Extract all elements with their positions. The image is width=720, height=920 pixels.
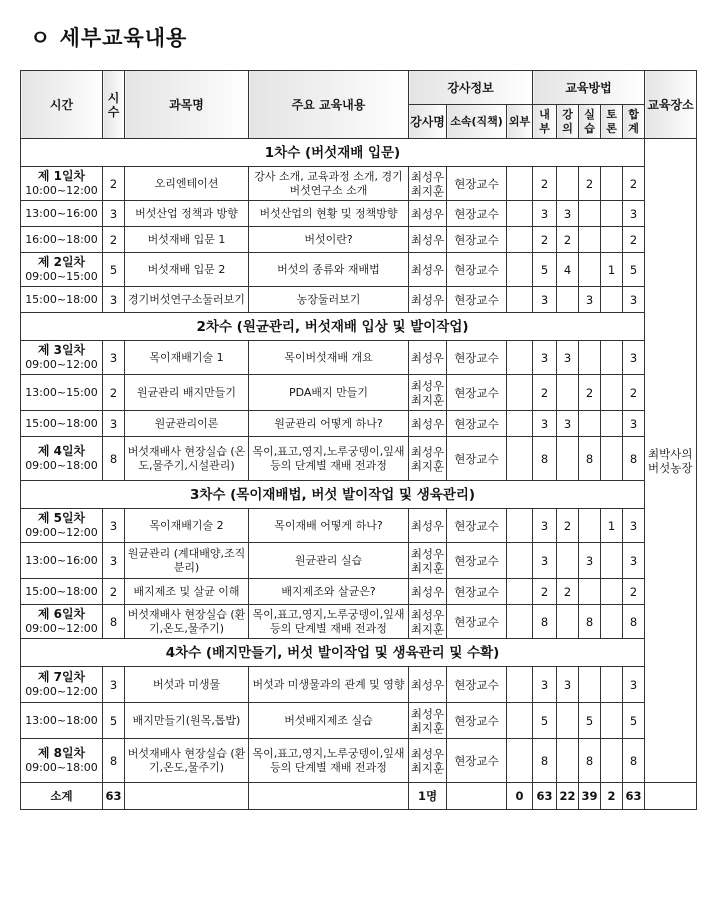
cell-practice (579, 201, 601, 227)
time-range: 15:00~18:00 (25, 585, 98, 598)
venue-cell: 최박사의 버섯농장 (645, 139, 697, 783)
cell-lecture (557, 375, 579, 411)
cell-external (507, 437, 533, 481)
section-row (21, 639, 697, 667)
cell-content: 목이재배 어떻게 하나? (249, 509, 409, 543)
cell-practice (579, 411, 601, 437)
cell-internal: 3 (533, 341, 557, 375)
time-range: 10:00~12:00 (25, 184, 98, 197)
cell-content: 강사 소개, 교육과정 소개, 경기버섯연구소 소개 (249, 167, 409, 201)
cell-subject: 버섯재배사 현장실습 (온도,물주기,시설관리) (125, 437, 249, 481)
table-row (21, 605, 697, 639)
cell-total: 3 (623, 509, 645, 543)
cell-internal: 3 (533, 411, 557, 437)
section-title: ㅇ 세부교육내용 (30, 26, 188, 50)
cell-hours: 5 (103, 253, 125, 287)
cell-practice: 8 (579, 605, 601, 639)
cell-practice: 2 (579, 167, 601, 201)
cell-external (507, 703, 533, 739)
cell-hours: 8 (103, 605, 125, 639)
time-range: 13:00~16:00 (25, 207, 98, 220)
cell-practice: 8 (579, 437, 601, 481)
section-header: 1차수 (버섯재배 입문) (21, 139, 645, 167)
table-row (21, 375, 697, 411)
cell-instructor: 최성우 (409, 227, 447, 253)
cell-subject: 버섯재배 입문 2 (125, 253, 249, 287)
time-cell (21, 509, 103, 543)
cell-affiliation: 현장교수 (447, 579, 507, 605)
table-row (21, 703, 697, 739)
cell-instructor: 최성우 최지훈 (409, 703, 447, 739)
section-header: 2차수 (원균관리, 버섯재배 입상 및 발이작업) (21, 313, 645, 341)
cell-affiliation: 현장교수 (447, 605, 507, 639)
header-affiliation: 소속(직책) (447, 105, 507, 139)
cell-subject: 버섯과 미생물 (125, 667, 249, 703)
header-internal: 내부 (533, 105, 557, 139)
cell-external (507, 509, 533, 543)
cell-internal: 2 (533, 375, 557, 411)
cell-lecture: 3 (557, 341, 579, 375)
cell-discussion (601, 341, 623, 375)
cell-subject: 배지만들기(원목,톱밥) (125, 703, 249, 739)
cell-total: 2 (623, 579, 645, 605)
cell-internal: 2 (533, 167, 557, 201)
table-row (21, 167, 697, 201)
cell-discussion: 1 (601, 253, 623, 287)
cell-total: 3 (623, 287, 645, 313)
cell-practice (579, 253, 601, 287)
header-total: 합계 (623, 105, 645, 139)
time-cell (21, 667, 103, 703)
time-range: 15:00~18:00 (25, 293, 98, 306)
cell-subject: 배지제조 및 살균 이해 (125, 579, 249, 605)
cell-total: 2 (623, 227, 645, 253)
cell-content: 버섯배지제조 실습 (249, 703, 409, 739)
cell-hours: 8 (103, 739, 125, 783)
cell-lecture: 4 (557, 253, 579, 287)
cell-discussion (601, 287, 623, 313)
time-cell (21, 739, 103, 783)
time-cell (21, 703, 103, 739)
table-row (21, 667, 697, 703)
time-range: 09:00~12:00 (25, 526, 98, 539)
cell-practice (579, 667, 601, 703)
cell-affiliation: 현장교수 (447, 703, 507, 739)
cell-discussion (601, 227, 623, 253)
cell-internal: 5 (533, 703, 557, 739)
header-discussion: 토론 (601, 105, 623, 139)
cell-subject: 버섯재배 입문 1 (125, 227, 249, 253)
total-label: 소계 (21, 783, 103, 810)
cell-lecture (557, 543, 579, 579)
cell-external (507, 579, 533, 605)
header-subject: 과목명 (125, 71, 249, 139)
cell-hours: 2 (103, 227, 125, 253)
curriculum-table (20, 70, 697, 810)
section-row (21, 313, 697, 341)
table-row (21, 739, 697, 783)
cell-practice (579, 341, 601, 375)
cell-external (507, 167, 533, 201)
cell-subject: 원균관리 배지만들기 (125, 375, 249, 411)
cell-discussion: 1 (601, 509, 623, 543)
time-cell (21, 341, 103, 375)
total-empty (125, 783, 249, 810)
cell-discussion (601, 543, 623, 579)
total-empty (447, 783, 507, 810)
cell-instructor: 최성우 (409, 341, 447, 375)
header-content: 주요 교육내용 (249, 71, 409, 139)
cell-affiliation: 현장교수 (447, 667, 507, 703)
cell-instructor: 최성우 최지훈 (409, 375, 447, 411)
cell-content: 목이,표고,영지,노루궁뎅이,잎새 등의 단계별 재배 전과정 (249, 437, 409, 481)
time-range: 13:00~16:00 (25, 554, 98, 567)
table-body (21, 139, 697, 810)
time-cell (21, 227, 103, 253)
cell-practice: 2 (579, 375, 601, 411)
day-label: 제 5일차 (37, 511, 86, 525)
cell-subject: 원균관리이론 (125, 411, 249, 437)
cell-external (507, 605, 533, 639)
cell-subject: 버섯재배사 현장실습 (환기,온도,물주기) (125, 739, 249, 783)
cell-instructor: 최성우 (409, 509, 447, 543)
cell-external (507, 739, 533, 783)
header-time: 시간 (21, 71, 103, 139)
cell-content: 버섯산업의 현황 및 정책방향 (249, 201, 409, 227)
total-external: 0 (507, 783, 533, 810)
cell-affiliation: 현장교수 (447, 253, 507, 287)
header-external: 외부 (507, 105, 533, 139)
cell-internal: 2 (533, 579, 557, 605)
cell-subject: 원균관리 (계대배양,조직분리) (125, 543, 249, 579)
cell-content: 원균관리 어떻게 하나? (249, 411, 409, 437)
cell-content: 원균관리 실습 (249, 543, 409, 579)
time-range: 09:00~18:00 (25, 761, 98, 774)
total-practice: 39 (579, 783, 601, 810)
cell-total: 8 (623, 739, 645, 783)
day-label: 제 4일차 (37, 444, 86, 458)
cell-affiliation: 현장교수 (447, 227, 507, 253)
total-hours: 63 (103, 783, 125, 810)
cell-total: 8 (623, 437, 645, 481)
cell-total: 3 (623, 341, 645, 375)
total-internal: 63 (533, 783, 557, 810)
cell-lecture: 2 (557, 227, 579, 253)
time-range: 09:00~12:00 (25, 685, 98, 698)
time-range: 09:00~12:00 (25, 622, 98, 635)
table-row (21, 437, 697, 481)
cell-discussion (601, 667, 623, 703)
cell-lecture (557, 167, 579, 201)
cell-instructor: 최성우 최지훈 (409, 437, 447, 481)
cell-lecture (557, 287, 579, 313)
cell-content: 목이버섯재배 개요 (249, 341, 409, 375)
cell-internal: 2 (533, 227, 557, 253)
cell-discussion (601, 167, 623, 201)
cell-discussion (601, 579, 623, 605)
total-empty (249, 783, 409, 810)
header-instructor-info: 강사정보 (409, 71, 533, 105)
cell-affiliation: 현장교수 (447, 341, 507, 375)
cell-instructor: 최성우 (409, 667, 447, 703)
cell-lecture: 2 (557, 579, 579, 605)
cell-discussion (601, 703, 623, 739)
cell-instructor: 최성우 최지훈 (409, 167, 447, 201)
total-instructor: 1명 (409, 783, 447, 810)
cell-hours: 5 (103, 703, 125, 739)
day-label: 제 8일차 (37, 746, 86, 760)
header-practice: 실습 (579, 105, 601, 139)
cell-discussion (601, 411, 623, 437)
time-cell (21, 201, 103, 227)
time-cell (21, 605, 103, 639)
cell-internal: 5 (533, 253, 557, 287)
cell-content: 배지제조와 살균은? (249, 579, 409, 605)
day-label: 제 6일차 (37, 607, 86, 621)
total-empty (645, 783, 697, 810)
time-range: 15:00~18:00 (25, 417, 98, 430)
cell-hours: 2 (103, 375, 125, 411)
cell-content: 목이,표고,영지,노루궁뎅이,잎새 등의 단계별 재배 전과정 (249, 605, 409, 639)
cell-subject: 목이재배기술 2 (125, 509, 249, 543)
cell-discussion (601, 375, 623, 411)
section-header: 4차수 (배지만들기, 버섯 발이작업 및 생육관리 및 수확) (21, 639, 645, 667)
header-lecture: 강의 (557, 105, 579, 139)
cell-lecture: 3 (557, 411, 579, 437)
cell-lecture: 3 (557, 667, 579, 703)
cell-affiliation: 현장교수 (447, 287, 507, 313)
table-row (21, 579, 697, 605)
day-label: 제 7일차 (37, 670, 86, 684)
time-range: 13:00~15:00 (25, 386, 98, 399)
cell-instructor: 최성우 최지훈 (409, 605, 447, 639)
cell-total: 2 (623, 375, 645, 411)
cell-lecture (557, 703, 579, 739)
table-row (21, 287, 697, 313)
table-row (21, 253, 697, 287)
section-header: 3차수 (목이재배법, 버섯 발이작업 및 생육관리) (21, 481, 645, 509)
cell-subject: 버섯재배사 현장실습 (환기,온도,물주기) (125, 605, 249, 639)
cell-external (507, 411, 533, 437)
cell-instructor: 최성우 최지훈 (409, 543, 447, 579)
cell-external (507, 287, 533, 313)
section-row (21, 139, 697, 167)
cell-instructor: 최성우 (409, 201, 447, 227)
cell-hours: 8 (103, 437, 125, 481)
time-range: 09:00~15:00 (25, 270, 98, 283)
cell-hours: 2 (103, 167, 125, 201)
cell-instructor: 최성우 (409, 411, 447, 437)
cell-internal: 3 (533, 509, 557, 543)
cell-practice: 3 (579, 287, 601, 313)
cell-external (507, 667, 533, 703)
cell-instructor: 최성우 최지훈 (409, 739, 447, 783)
cell-instructor: 최성우 (409, 287, 447, 313)
cell-lecture (557, 605, 579, 639)
cell-content: 버섯의 종류와 재배법 (249, 253, 409, 287)
cell-internal: 8 (533, 605, 557, 639)
cell-practice (579, 579, 601, 605)
cell-affiliation: 현장교수 (447, 739, 507, 783)
cell-instructor: 최성우 (409, 253, 447, 287)
day-label: 제 1일차 (37, 169, 86, 183)
cell-hours: 3 (103, 543, 125, 579)
cell-external (507, 253, 533, 287)
table-row (21, 509, 697, 543)
cell-external (507, 375, 533, 411)
section-row (21, 481, 697, 509)
cell-internal: 8 (533, 437, 557, 481)
cell-total: 2 (623, 167, 645, 201)
cell-total: 3 (623, 667, 645, 703)
cell-content: 버섯이란? (249, 227, 409, 253)
cell-total: 3 (623, 201, 645, 227)
header-instructor: 강사명 (409, 105, 447, 139)
header-venue: 교육장소 (645, 71, 697, 139)
totals-row (21, 783, 697, 810)
table-row (21, 411, 697, 437)
cell-subject: 목이재배기술 1 (125, 341, 249, 375)
cell-external (507, 201, 533, 227)
time-range: 16:00~18:00 (25, 233, 98, 246)
cell-affiliation: 현장교수 (447, 201, 507, 227)
cell-content: 목이,표고,영지,노루궁뎅이,잎새 등의 단계별 재배 전과정 (249, 739, 409, 783)
cell-internal: 3 (533, 667, 557, 703)
cell-practice: 8 (579, 739, 601, 783)
time-cell (21, 437, 103, 481)
cell-practice (579, 227, 601, 253)
cell-lecture: 3 (557, 201, 579, 227)
cell-hours: 3 (103, 287, 125, 313)
cell-content: PDA배지 만들기 (249, 375, 409, 411)
cell-internal: 3 (533, 287, 557, 313)
time-cell (21, 543, 103, 579)
total-discussion: 2 (601, 783, 623, 810)
cell-content: 버섯과 미생물과의 관계 및 영향 (249, 667, 409, 703)
total-lecture: 22 (557, 783, 579, 810)
cell-hours: 3 (103, 667, 125, 703)
time-cell (21, 287, 103, 313)
cell-internal: 3 (533, 543, 557, 579)
time-cell (21, 167, 103, 201)
day-label: 제 2일차 (37, 255, 86, 269)
cell-practice: 5 (579, 703, 601, 739)
time-cell (21, 411, 103, 437)
header-method: 교육방법 (533, 71, 645, 105)
cell-affiliation: 현장교수 (447, 167, 507, 201)
cell-affiliation: 현장교수 (447, 375, 507, 411)
cell-lecture (557, 437, 579, 481)
cell-affiliation: 현장교수 (447, 411, 507, 437)
cell-total: 5 (623, 253, 645, 287)
table-row (21, 341, 697, 375)
cell-internal: 3 (533, 201, 557, 227)
time-range: 09:00~18:00 (25, 459, 98, 472)
cell-lecture (557, 739, 579, 783)
cell-practice (579, 509, 601, 543)
cell-hours: 3 (103, 341, 125, 375)
time-cell (21, 375, 103, 411)
total-total: 63 (623, 783, 645, 810)
cell-external (507, 227, 533, 253)
cell-affiliation: 현장교수 (447, 543, 507, 579)
time-cell (21, 253, 103, 287)
cell-discussion (601, 605, 623, 639)
time-range: 09:00~12:00 (25, 358, 98, 371)
cell-hours: 2 (103, 579, 125, 605)
cell-subject: 경기버섯연구소둘러보기 (125, 287, 249, 313)
cell-instructor: 최성우 (409, 579, 447, 605)
cell-practice: 3 (579, 543, 601, 579)
cell-external (507, 543, 533, 579)
cell-internal: 8 (533, 739, 557, 783)
cell-content: 농장둘러보기 (249, 287, 409, 313)
table-row (21, 227, 697, 253)
day-label: 제 3일차 (37, 343, 86, 357)
time-cell (21, 579, 103, 605)
cell-hours: 3 (103, 509, 125, 543)
cell-subject: 오리엔테이션 (125, 167, 249, 201)
cell-affiliation: 현장교수 (447, 437, 507, 481)
cell-lecture: 2 (557, 509, 579, 543)
cell-discussion (601, 739, 623, 783)
time-range: 13:00~18:00 (25, 714, 98, 727)
header-hours: 시수 (103, 71, 125, 139)
cell-affiliation: 현장교수 (447, 509, 507, 543)
cell-total: 5 (623, 703, 645, 739)
cell-hours: 3 (103, 411, 125, 437)
cell-total: 3 (623, 411, 645, 437)
cell-discussion (601, 437, 623, 481)
cell-discussion (601, 201, 623, 227)
cell-subject: 버섯산업 정책과 방향 (125, 201, 249, 227)
cell-external (507, 341, 533, 375)
cell-total: 3 (623, 543, 645, 579)
table-row (21, 543, 697, 579)
cell-hours: 3 (103, 201, 125, 227)
cell-total: 8 (623, 605, 645, 639)
table-row (21, 201, 697, 227)
